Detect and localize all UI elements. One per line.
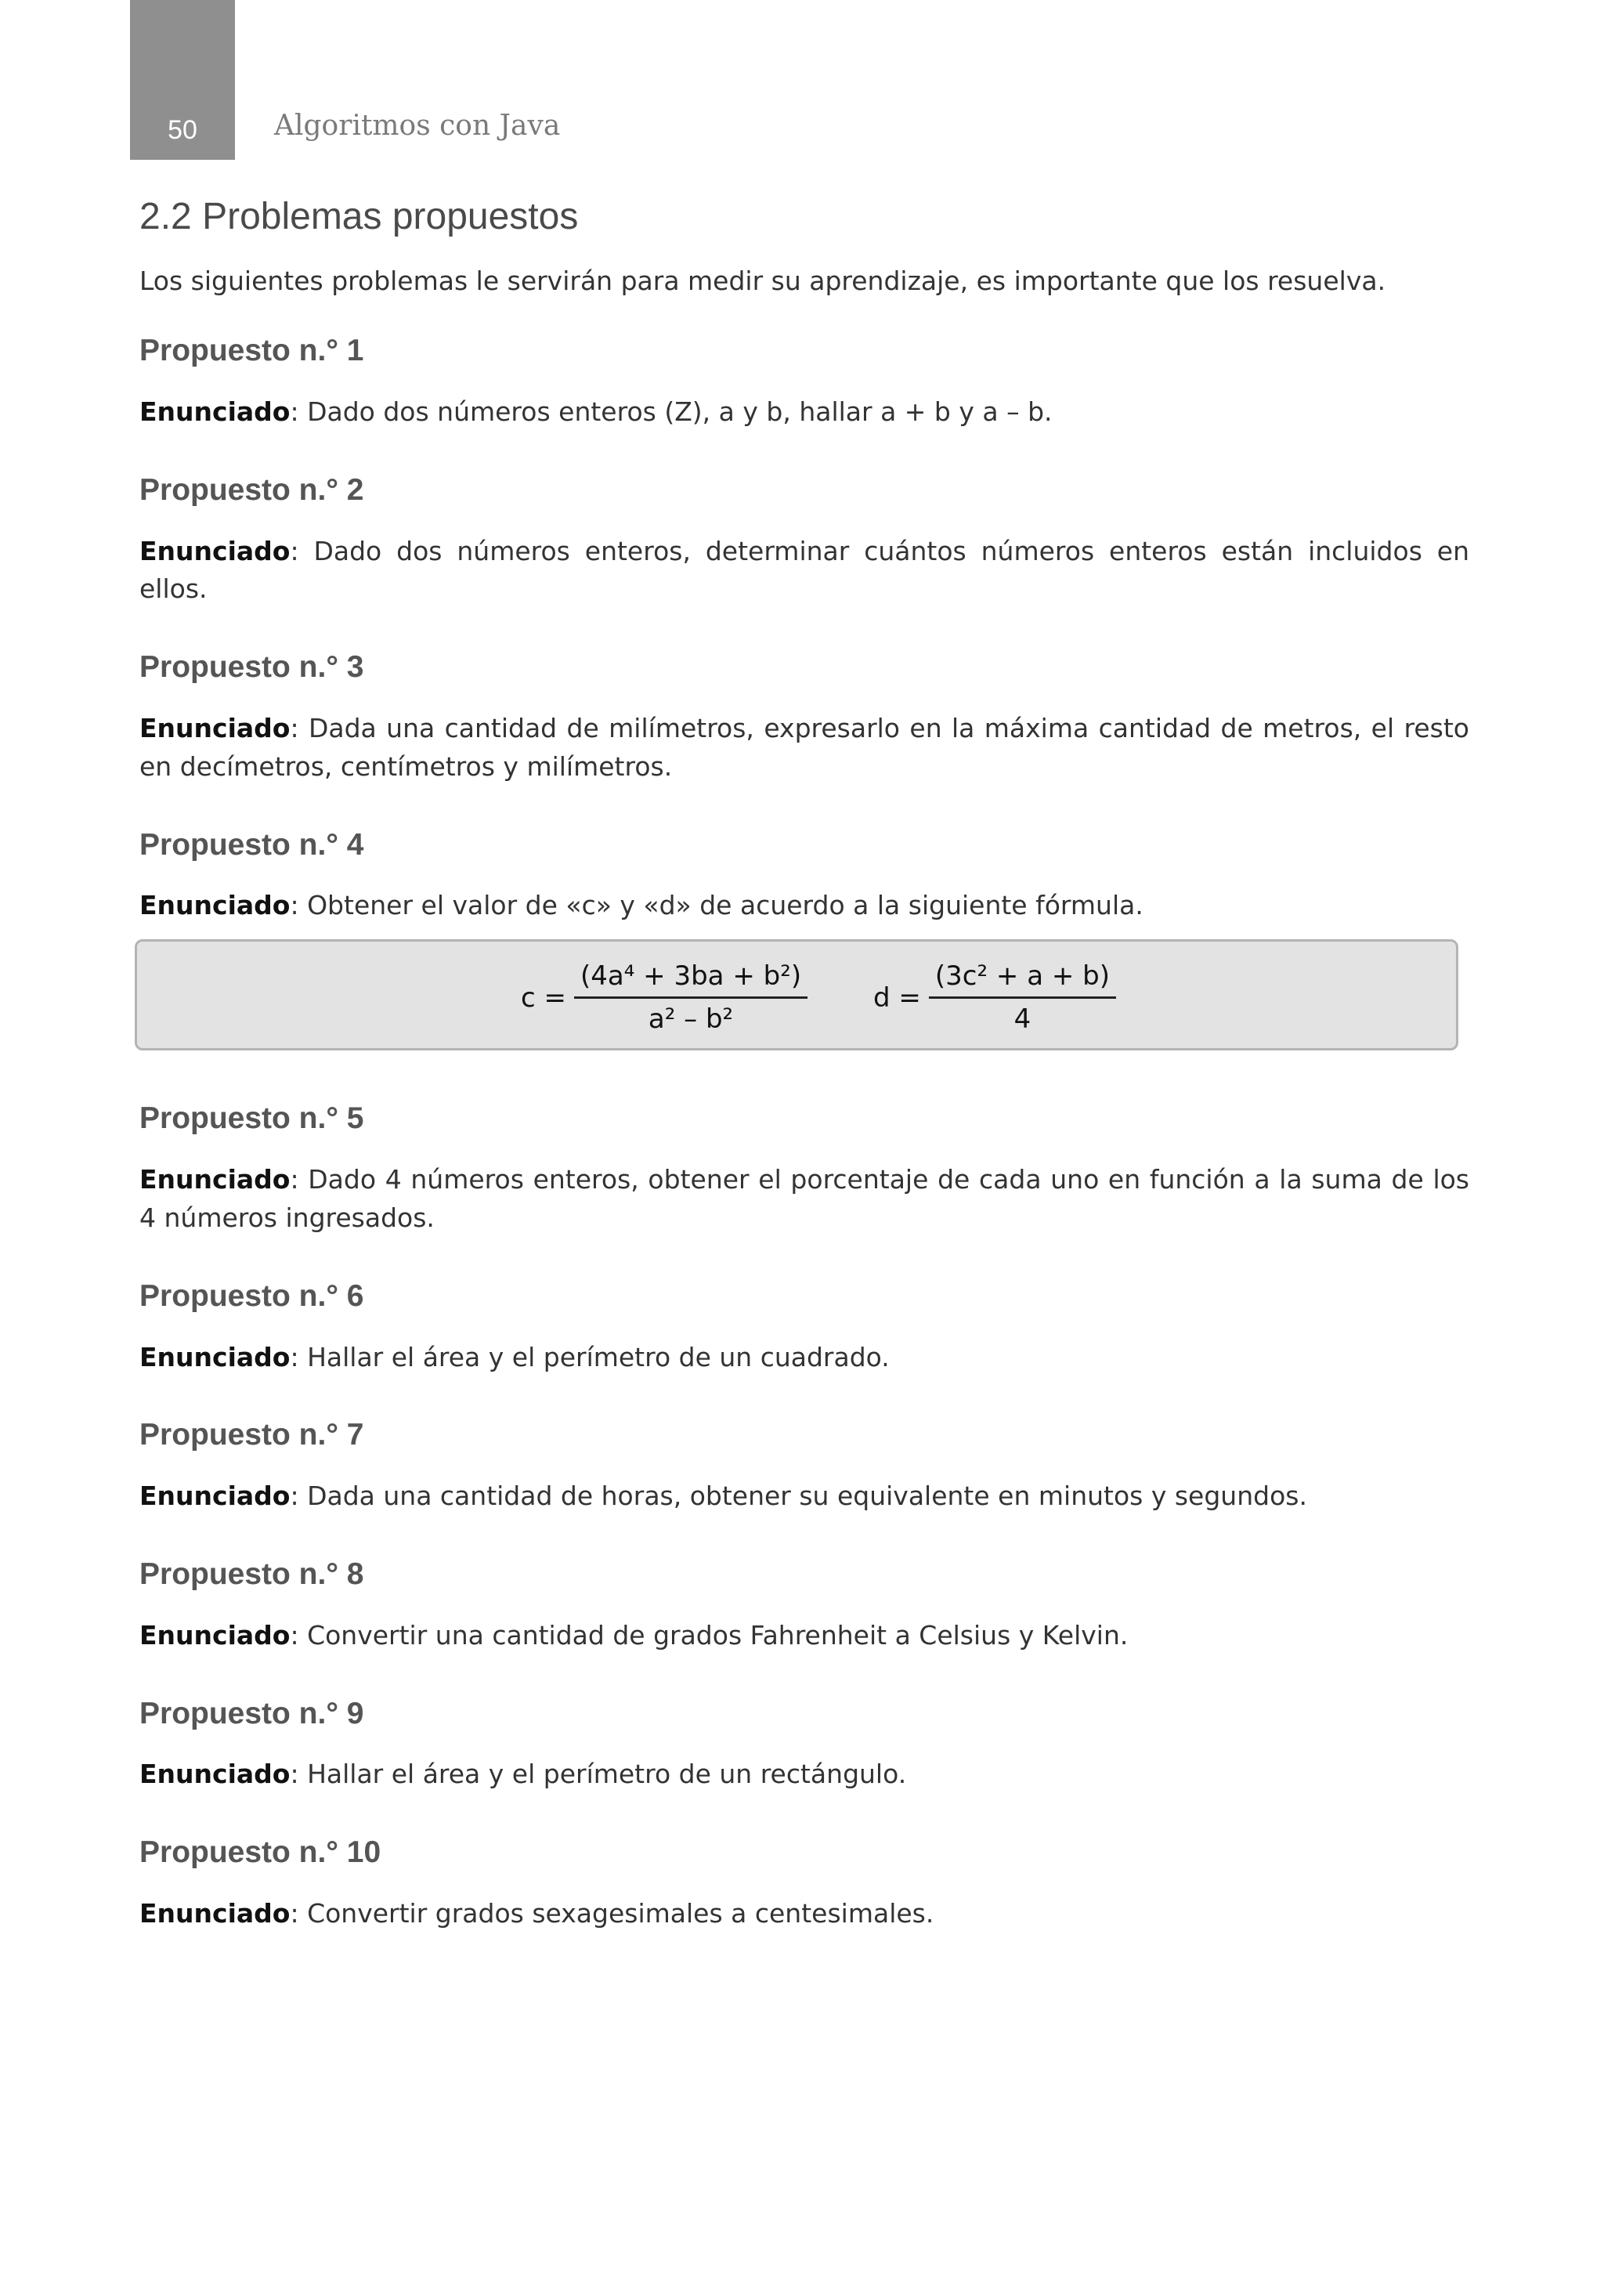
statement-label: Enunciado (139, 396, 291, 427)
problem-statement (139, 393, 1469, 432)
section-title: 2.2 Problemas propuestos (139, 196, 579, 237)
statement-text: : Dado dos números enteros (Z), a y b, hallar a + b y a – b. (290, 396, 1053, 427)
problem-6 (139, 1278, 1469, 1377)
problem-title: Propuesto n.° 9 (139, 1696, 364, 1730)
problem-statement (139, 710, 1469, 786)
formula-c-fraction (574, 960, 807, 1035)
formula-c (521, 960, 807, 1035)
problem-statement (139, 887, 1469, 925)
problem-7 (139, 1417, 1469, 1516)
statement-text: : Hallar el área y el perímetro de un cuadrado. (290, 1341, 890, 1372)
page-content (139, 194, 1469, 1974)
page-number-tab (130, 0, 235, 160)
formula-d-lhs: d = (873, 982, 921, 1014)
statement-label: Enunciado (139, 1164, 291, 1195)
formula-c-lhs: c = (521, 982, 566, 1014)
problem-title: Propuesto n.° 3 (139, 650, 364, 685)
problem-statement (139, 1161, 1469, 1238)
problem-statement (139, 1895, 1469, 1933)
formula-d-denominator: 4 (1013, 1003, 1031, 1036)
problem-5 (139, 1101, 1469, 1237)
problem-title: Propuesto n.° 7 (139, 1418, 364, 1452)
formula-box (135, 939, 1458, 1050)
section-intro: Los siguientes problemas le servirán para medir su aprendizaje, es importante que los resuelva. (139, 265, 1386, 296)
problem-10 (139, 1835, 1469, 1933)
problem-title: Propuesto n.° 6 (139, 1278, 364, 1313)
formula-c-denominator: a² – b² (648, 1003, 734, 1036)
problem-statement (139, 1477, 1469, 1516)
formula-d (873, 960, 1116, 1035)
problem-4 (139, 827, 1469, 1051)
problem-statement (139, 533, 1469, 609)
formula-d-fraction (929, 960, 1116, 1035)
statement-text: : Hallar el área y el perímetro de un rectángulo. (290, 1759, 907, 1790)
statement-label: Enunciado (139, 712, 291, 743)
problem-1 (139, 333, 1469, 432)
statement-label: Enunciado (139, 535, 291, 566)
problem-statement (139, 1755, 1469, 1794)
statement-text: : Dado dos números enteros, determinar cuántos números enteros están incluidos en ellos. (139, 535, 1469, 605)
formula-c-numerator: (4a⁴ + 3ba + b²) (574, 960, 807, 999)
page-number: 50 (168, 115, 197, 145)
statement-text: : Dada una cantidad de horas, obtener su equivalente en minutos y segundos. (290, 1481, 1307, 1512)
problem-9 (139, 1696, 1469, 1795)
problem-statement (139, 1339, 1469, 1377)
statement-text: : Convertir una cantidad de grados Fahrenheit a Celsius y Kelvin. (290, 1619, 1129, 1651)
problem-title: Propuesto n.° 8 (139, 1557, 364, 1591)
problem-8 (139, 1557, 1469, 1655)
statement-label: Enunciado (139, 1341, 291, 1372)
statement-text: : Obtener el valor de «c» y «d» de acuerdo a la siguiente fórmula. (290, 890, 1143, 921)
problem-statement (139, 1617, 1469, 1655)
running-title: Algoritmos con Java (274, 110, 561, 142)
statement-text: : Dada una cantidad de milímetros, expresarlo en la máxima cantidad de metros, el resto en decímetros, centímetros y milímetros. (139, 712, 1469, 782)
problem-3 (139, 649, 1469, 786)
problem-2 (139, 472, 1469, 609)
problem-title: Propuesto n.° 4 (139, 827, 364, 862)
problem-title: Propuesto n.° 2 (139, 472, 364, 507)
statement-label: Enunciado (139, 890, 291, 921)
statement-label: Enunciado (139, 1759, 291, 1790)
problem-title: Propuesto n.° 1 (139, 334, 364, 368)
statement-label: Enunciado (139, 1619, 291, 1651)
statement-label: Enunciado (139, 1481, 291, 1512)
statement-text: : Dado 4 números enteros, obtener el porcentaje de cada uno en función a la suma de los 4 números ingresados. (139, 1164, 1469, 1233)
statement-text: : Convertir grados sexagesimales a centesimales. (290, 1898, 934, 1929)
formula-d-numerator: (3c² + a + b) (929, 960, 1116, 999)
statement-label: Enunciado (139, 1898, 291, 1929)
problem-title: Propuesto n.° 5 (139, 1101, 364, 1136)
problem-title: Propuesto n.° 10 (139, 1835, 381, 1870)
